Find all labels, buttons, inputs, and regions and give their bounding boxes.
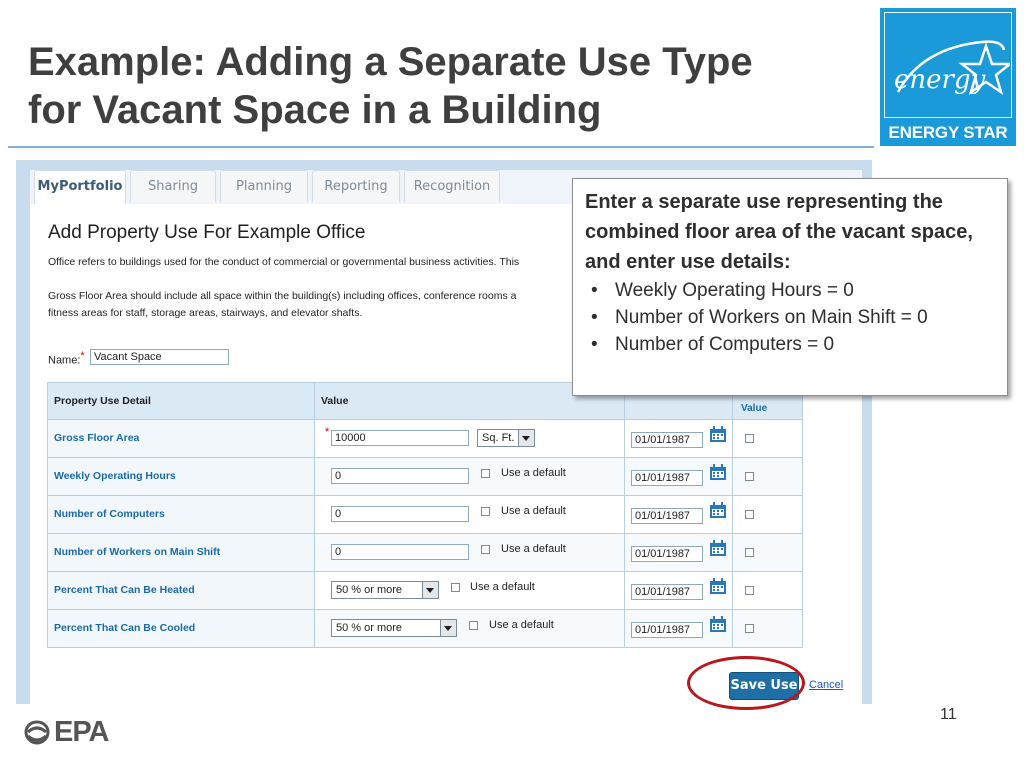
row-label: Number of Computers [54,508,165,520]
row-label: Percent That Can Be Heated [54,584,195,596]
temporary-value-checkbox[interactable] [745,586,754,595]
callout-bullet [585,331,997,358]
callout-heading: Enter a separate use representing the combined floor area of the vacant space, and enter use details: [585,191,973,273]
slide-title [28,38,868,134]
use-default-label: Use a default [501,543,566,555]
row-temporary-cell [733,496,803,534]
use-default-checkbox[interactable] [451,583,460,592]
use-default-label: Use a default [501,467,566,479]
epa-flower-icon [24,718,50,746]
energy-star-logo [880,8,1016,146]
row-temporary-cell [733,458,803,496]
gross-floor-area-input[interactable]: 10000 [331,430,469,446]
table-row [47,458,803,496]
date-input[interactable]: 01/01/1987 [631,508,703,524]
form-heading: Add Property Use For Example Office [48,222,366,243]
table-row [47,572,803,610]
calendar-icon[interactable] [709,578,727,595]
tab-reporting[interactable]: Reporting [312,170,400,202]
page-number: 11 [940,706,957,723]
bullet-icon: • [591,334,598,355]
gfa-description-line-2: fitness areas for staff, storage areas, stairways, and elevator shafts. [48,307,363,319]
bullet-icon: • [591,307,598,328]
row-date-cell [625,534,733,572]
table-row [47,420,803,458]
energy-script-text: energy [894,65,986,95]
date-input[interactable]: 01/01/1987 [631,584,703,600]
row-date-cell [625,610,733,648]
energy-star-caption: ENERGY STAR [888,123,1008,142]
calendar-icon[interactable] [709,616,727,633]
epa-logo-text: EPA [54,716,109,748]
instruction-callout [572,178,1008,396]
title-divider [8,146,874,148]
calendar-icon[interactable] [709,426,727,443]
use-default-checkbox[interactable] [481,507,490,516]
header-value-label: Value [321,395,349,407]
date-input[interactable]: 01/01/1987 [631,470,703,486]
unit-select[interactable] [477,429,535,447]
bullet-icon: • [591,280,598,301]
row-label: Number of Workers on Main Shift [54,546,221,558]
use-default-checkbox[interactable] [481,469,490,478]
name-label-text: Name: [48,354,81,367]
use-default-label: Use a default [501,505,566,517]
row-temporary-cell [733,420,803,458]
row-label: Percent That Can Be Cooled [54,622,196,634]
callout-bullet-list [585,277,997,358]
office-description: Office refers to buildings used for the conduct of commercial or governmental business activities. This [48,256,520,268]
gfa-description-line-1: Gross Floor Area should include all space within the building(s) including offices, conference rooms a [48,290,517,302]
row-temporary-cell [733,610,803,648]
weekly-hours-input[interactable]: 0 [331,468,469,484]
row-date-cell [625,458,733,496]
row-label-cell [47,458,315,496]
computers-input[interactable]: 0 [331,506,469,522]
calendar-icon[interactable] [709,502,727,519]
row-date-cell [625,420,733,458]
percent-cooled-value: 50 % or more [336,622,403,634]
slide-title-line-1: Example: Adding a Separate Use Type [28,40,753,84]
row-date-cell [625,572,733,610]
callout-bullet [585,277,997,304]
row-label-cell [47,534,315,572]
row-label-cell [47,610,315,648]
callout-bullet [585,304,997,331]
row-label-cell [47,496,315,534]
header-temporary-value-label: Value [741,403,768,414]
calendar-icon[interactable] [709,540,727,557]
temporary-value-checkbox[interactable] [745,548,754,557]
row-value-cell [315,496,625,534]
cancel-link[interactable]: Cancel [809,679,844,691]
tab-sharing[interactable]: Sharing [130,170,216,202]
tab-myportfolio[interactable]: MyPortfolio [34,170,126,204]
chevron-down-icon [440,620,456,636]
date-input[interactable]: 01/01/1987 [631,546,703,562]
energy-star-script-icon [886,20,1010,116]
save-use-button[interactable]: Save Use [729,672,799,700]
date-input[interactable]: 01/01/1987 [631,622,703,638]
name-label [48,350,85,367]
row-value-cell [315,572,625,610]
slide-title-line-2: for Vacant Space in a Building [28,88,602,132]
row-label: Weekly Operating Hours [54,470,176,482]
row-value-cell [315,534,625,572]
tab-planning[interactable]: Planning [220,170,308,202]
header-cell-detail [47,382,315,420]
temporary-value-checkbox[interactable] [745,624,754,633]
header-detail-label: Property Use Detail [54,395,151,407]
temporary-value-checkbox[interactable] [745,472,754,481]
chevron-down-icon [518,430,534,446]
epa-logo [24,716,124,748]
percent-heated-select[interactable] [331,581,439,599]
temporary-value-checkbox[interactable] [745,510,754,519]
row-temporary-cell [733,572,803,610]
row-label: Gross Floor Area [54,432,140,444]
date-input[interactable]: 01/01/1987 [631,432,703,448]
save-highlight-circle [687,656,805,710]
percent-heated-value: 50 % or more [336,584,403,596]
use-default-checkbox[interactable] [481,545,490,554]
callout-bullet-text: Number of Computers = 0 [615,334,835,355]
table-row [47,496,803,534]
callout-bullet-text: Weekly Operating Hours = 0 [615,280,854,301]
tab-recognition[interactable]: Recognition [404,170,500,202]
row-value-cell [315,458,625,496]
use-default-label: Use a default [489,619,554,631]
row-label-cell [47,572,315,610]
row-date-cell [625,496,733,534]
workers-input[interactable]: 0 [331,544,469,560]
table-row [47,534,803,572]
use-default-label: Use a default [470,581,535,593]
row-temporary-cell [733,534,803,572]
percent-cooled-select[interactable] [331,619,457,637]
required-marker: * [325,426,330,438]
table-row [47,610,803,648]
calendar-icon[interactable] [709,464,727,481]
row-label-cell [47,420,315,458]
row-value-cell [315,610,625,648]
name-input[interactable]: Vacant Space [90,349,229,365]
unit-select-value: Sq. Ft. [482,432,515,444]
callout-bullet-text: Number of Workers on Main Shift = 0 [615,307,928,328]
required-marker: * [80,350,85,362]
chevron-down-icon [422,582,438,598]
use-default-checkbox[interactable] [469,621,478,630]
row-value-cell [315,420,625,458]
temporary-value-checkbox[interactable] [745,434,754,443]
